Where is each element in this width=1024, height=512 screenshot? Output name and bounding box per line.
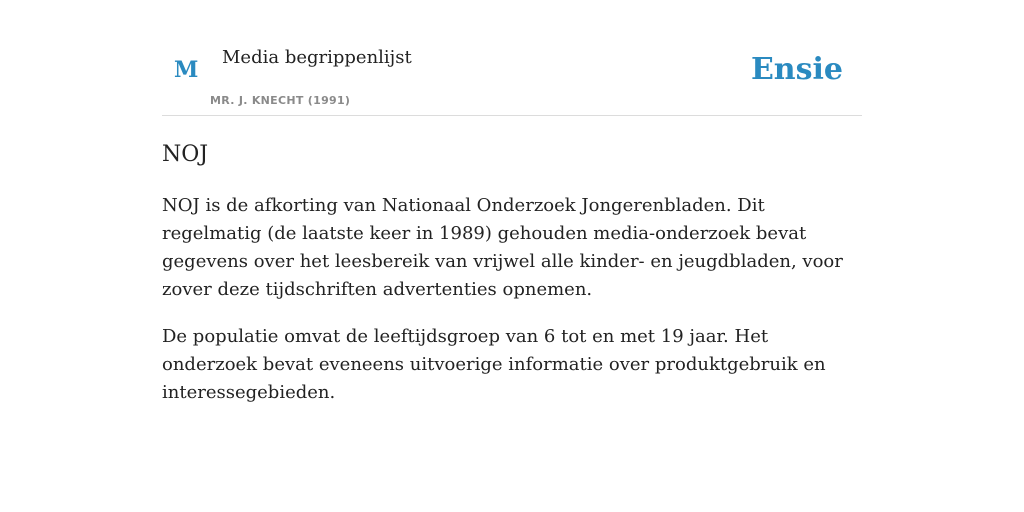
book-logo-link[interactable]: M bbox=[174, 57, 199, 83]
book-author: MR. J. KNECHT (1991) bbox=[210, 94, 351, 107]
entry-paragraph: NOJ is de afkorting van Nationaal Onderzoek Jongerenbladen. Dit regelmatig (de laatste keer in 1989) gehouden media-onderzoek bevat gegevens over het leesbereik van vrijwel alle kinder- en jeugdbladen, voor zover deze tijdschriften advertenties opnemen. bbox=[162, 195, 843, 300]
page-header bbox=[162, 0, 862, 116]
book-title[interactable]: Media begrippenlijst bbox=[222, 47, 412, 68]
entry-title: NOJ bbox=[162, 142, 209, 167]
brand-logo-link[interactable]: Ensie bbox=[750, 52, 843, 87]
entry-paragraph: De populatie omvat de leeftijdsgroep van 6 tot en met 19 jaar. Het onderzoek bevat eveneens uitvoerige informatie over produktgebruik en interessegebieden. bbox=[162, 326, 826, 403]
entry-content bbox=[162, 138, 862, 407]
